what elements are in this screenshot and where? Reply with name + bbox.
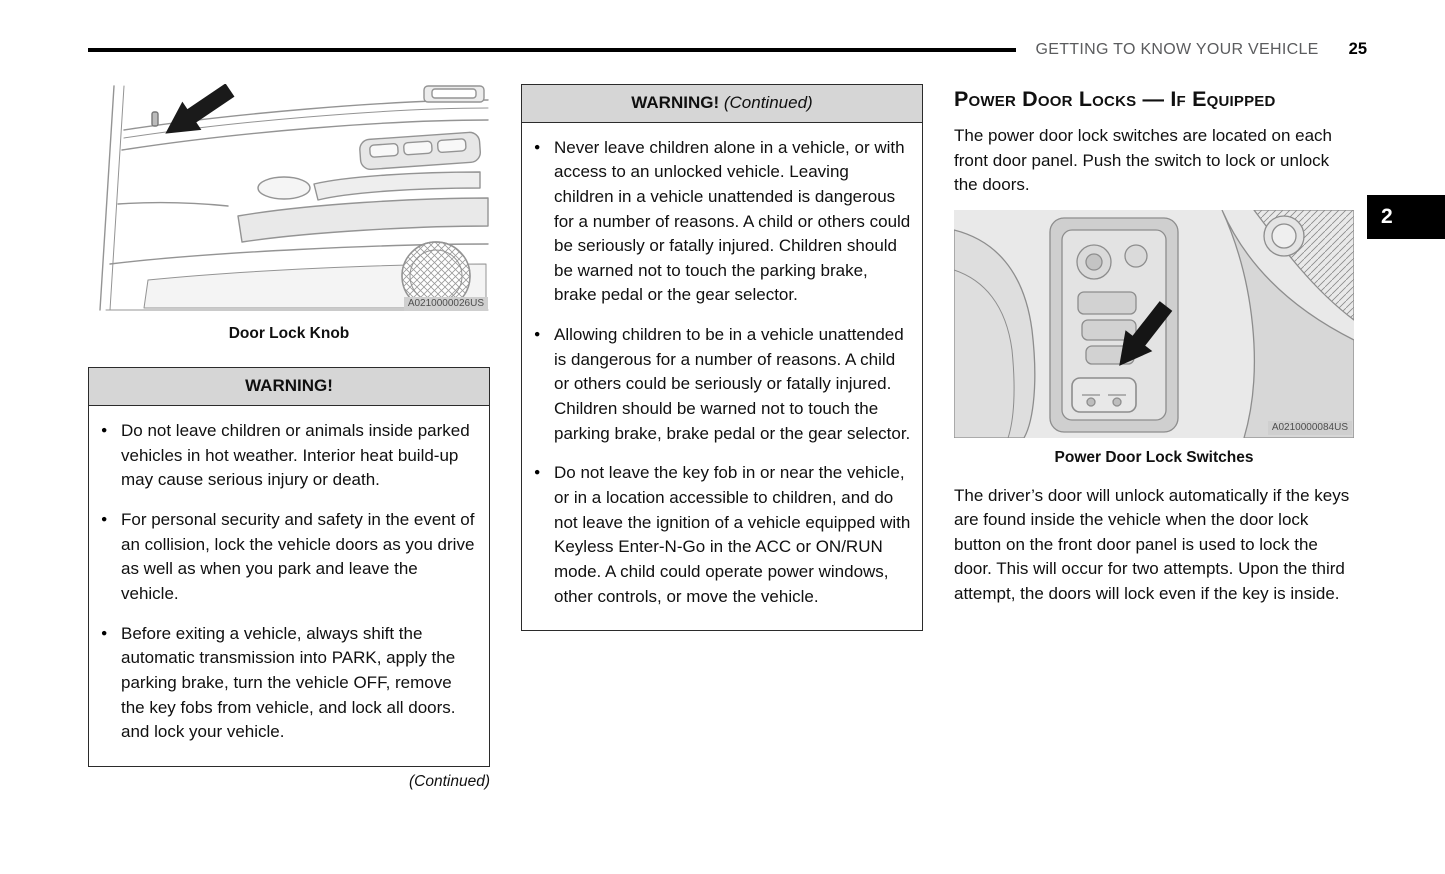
figure-caption: Door Lock Knob xyxy=(228,325,350,342)
door-switch-panel-illustration xyxy=(954,210,1354,438)
body-paragraph: The driver’s door will unlock automatically if the keys are found inside the vehicle when the door lock button on the front door panel is used to lock the door. This will occur for two attempts. Upon the third attempt, the doors will lock even if the key is inside. xyxy=(954,485,1350,604)
door-interior-illustration xyxy=(88,84,490,314)
warning-box-header xyxy=(522,85,922,123)
warning-continued-box xyxy=(521,84,923,631)
right-column xyxy=(954,84,1354,617)
warning-bullet: ● Do not leave children or animals inside parked vehicles in hot weather. Interior heat build-up may cause serious injury or death. xyxy=(95,419,479,493)
header-rule xyxy=(88,48,1016,52)
middle-column xyxy=(521,84,923,631)
pointer-arrow-icon xyxy=(156,84,240,148)
section-title: Power Door Locks — If Equipped xyxy=(954,87,1276,111)
warning-title: WARNING! xyxy=(245,376,333,396)
warning-title-suffix: (Continued) xyxy=(723,93,813,112)
warning-box-header xyxy=(89,368,489,406)
warning-bullet: ● Never leave children alone in a vehicle, or with access to an unlocked vehicle. Leaving children in a vehicle unattended is dangerous for a number of reasons. A child or others could be seriously or fatally injured. Children should be warned not to touch the parking brake, brake pedal or the gear selector. xyxy=(528,136,912,308)
power-door-lock-switches-figure xyxy=(954,210,1354,438)
continued-note: (Continued) xyxy=(409,772,490,790)
warning-bullet-list xyxy=(528,136,912,610)
warning-title: WARNING! xyxy=(631,93,720,112)
intro-paragraph: The power door lock switches are located on each front door panel. Push the switch to lock or unlock the doors. xyxy=(954,126,1332,195)
figure-watermark: A0210000026US xyxy=(404,297,488,311)
warning-bullet: ● Do not leave the key fob in or near the vehicle, or in a location accessible to children, and do not leave the ignition of a vehicle equipped with Keyless Enter-N-Go in the ACC or ON/RUN mode. A child could operate power windows, other controls, or move the vehicle. xyxy=(528,461,912,609)
warning-bullet: ● Before exiting a vehicle, always shift the automatic transmission into PARK, apply the parking brake, turn the vehicle OFF, remove the key fobs from vehicle, and lock all doors. and lock your vehicle. xyxy=(95,622,479,745)
warning-box-body xyxy=(89,406,489,766)
content-columns xyxy=(88,84,1354,793)
figure-watermark: A0210000084US xyxy=(1268,421,1352,435)
page-number: 25 xyxy=(1348,40,1367,58)
chapter-tab: 2 xyxy=(1367,195,1445,239)
warning-box xyxy=(88,367,490,766)
warning-bullet: ● For personal security and safety in the event of an collision, lock the vehicle doors as you drive as well as when you park and leave the vehicle. xyxy=(95,508,479,607)
running-header: GETTING TO KNOW YOUR VEHICLE xyxy=(1035,40,1319,58)
page-header xyxy=(88,40,1367,59)
door-lock-knob-figure xyxy=(88,84,490,314)
warning-bullet-list xyxy=(95,419,479,745)
left-column xyxy=(88,84,490,793)
warning-bullet: ● Allowing children to be in a vehicle unattended is dangerous for a number of reasons. A child or others could be seriously or fatally injured. Children should be warned not to touch the parking brake, brake pedal or the gear selector. xyxy=(528,323,912,446)
figure-caption: Power Door Lock Switches xyxy=(1054,449,1254,467)
warning-box-body xyxy=(522,123,922,631)
